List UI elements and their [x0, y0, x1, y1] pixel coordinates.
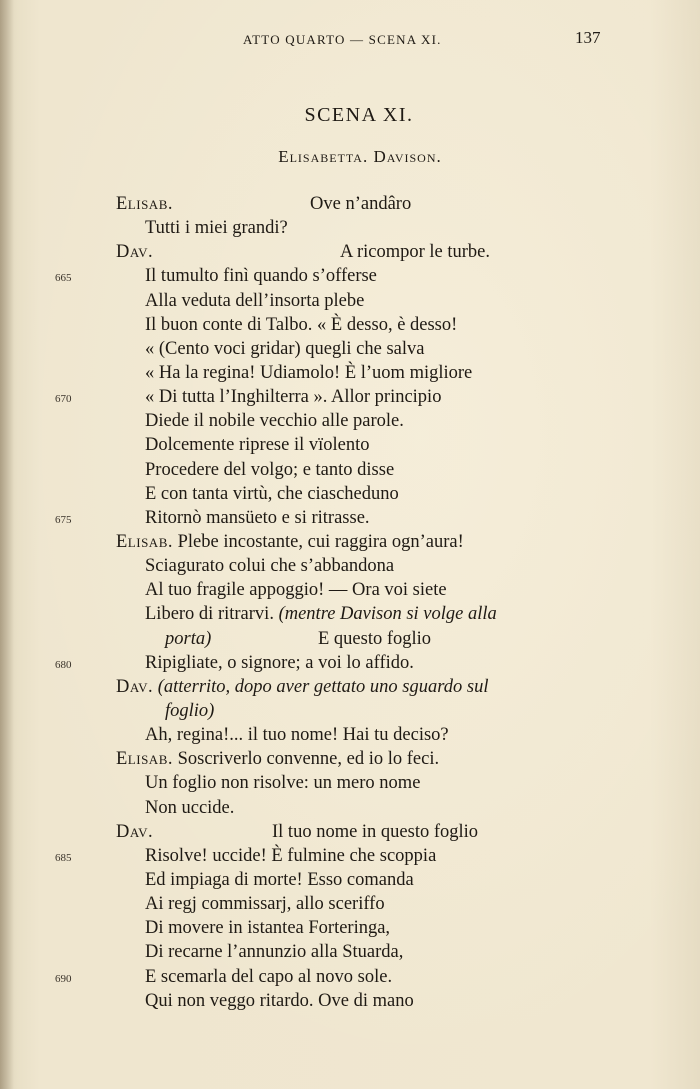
- stage-direction: porta): [165, 628, 212, 649]
- verse-line: [0, 602, 700, 626]
- verse-text: E con tanta virtù, che ciascheduno: [145, 483, 399, 504]
- page-number: 137: [575, 28, 601, 47]
- verse-text: Ripigliate, o signore; a voi lo affido.: [145, 652, 414, 673]
- verse-line: [0, 433, 700, 457]
- running-title: ATTO QUARTO — SCENA XI.: [243, 32, 442, 47]
- speaker-label: Dav.: [116, 676, 154, 697]
- scene-title: SCENA XI.: [304, 104, 414, 126]
- speaker-label: Dav.: [116, 242, 154, 263]
- verse-line: [0, 651, 700, 675]
- verse-text: Soscriverlo convenne, ed io lo feci.: [177, 749, 440, 770]
- verse-line: [0, 409, 700, 433]
- verse-line: [0, 771, 700, 795]
- verse-line: [0, 385, 700, 409]
- speaker-label: Dav.: [116, 821, 154, 842]
- verse-line: [0, 844, 700, 868]
- verse-text: Un foglio non risolve: un mero nome: [145, 773, 421, 794]
- verse-line: [0, 530, 700, 554]
- running-head: [0, 28, 700, 54]
- verse-text: Diede il nobile vecchio alle parole.: [145, 411, 404, 432]
- scene-characters: Elisabetta. Davison.: [278, 147, 442, 166]
- verse-text: Ove n’andâro: [310, 194, 412, 214]
- verse-text: Dolcemente riprese il vïolento: [145, 435, 370, 456]
- verse-text: Di movere in istantea Forteringa,: [145, 918, 391, 939]
- verse-text: Non uccide.: [145, 797, 235, 818]
- verse-text: Il tuo nome in questo foglio: [272, 821, 479, 842]
- verse-line: [0, 747, 700, 771]
- verse-text: Di recarne l’annunzio alla Stuarda,: [145, 942, 404, 963]
- verse-text: Ritornò mansüeto e si ritrasse.: [145, 507, 370, 528]
- verse-text: Libero di ritrarvi.: [145, 604, 274, 625]
- stage-direction: foglio): [165, 700, 215, 721]
- verse-line: [0, 240, 700, 264]
- speech-line: [116, 747, 439, 771]
- verse-line: [0, 264, 700, 288]
- verse-text: Sciagurato colui che s’abbandona: [145, 556, 395, 577]
- verse-line: [0, 796, 700, 820]
- verse-line: [0, 965, 700, 989]
- speech-line: [116, 675, 488, 699]
- line-number: 685: [55, 851, 72, 864]
- verse-text: Al tuo fragile appoggio! — Ora voi siete: [145, 580, 447, 601]
- verse-line: [0, 216, 700, 240]
- line-number: 665: [55, 272, 72, 285]
- verse-line: [0, 892, 700, 916]
- speaker-label: Elisab.: [116, 531, 173, 552]
- verse-line: [0, 820, 700, 844]
- verse-text: A ricompor le turbe.: [340, 242, 491, 263]
- verse-text: Procedere del volgo; e tanto disse: [145, 459, 395, 480]
- line-number: 670: [55, 393, 72, 406]
- play-text: [0, 192, 700, 1013]
- verse-line: [0, 699, 700, 723]
- verse-text: Qui non veggo ritardo. Ove di mano: [145, 990, 414, 1011]
- verse-text: Ed impiaga di morte! Esso comanda: [145, 869, 414, 890]
- verse-text: Il buon conte di Talbo. « È desso, è desso!: [145, 314, 458, 335]
- verse-text: Risolve! uccide! È fulmine che scoppia: [145, 845, 437, 866]
- verse-text: Ah, regina!... il tuo nome! Hai tu deciso?: [145, 725, 449, 746]
- verse-line: [0, 940, 700, 964]
- verse-text: « Ha la regina! Udiamolo! È l’uom migliore: [145, 362, 473, 383]
- speech-line: [145, 602, 497, 626]
- verse-text: Il tumulto finì quando s’offerse: [145, 266, 377, 287]
- line-number: 675: [55, 513, 72, 526]
- verse-line: [0, 506, 700, 530]
- verse-text: « Di tutta l’Inghilterra ». Allor principio: [145, 387, 442, 408]
- stage-direction: (atterrito, dopo aver gettato uno sguardo sul: [157, 676, 489, 697]
- verse-line: [0, 578, 700, 602]
- verse-line: [0, 458, 700, 482]
- verse-text: « (Cento voci gridar) quegli che salva: [145, 338, 425, 359]
- verse-text: Ai regj commissarj, allo sceriffo: [145, 894, 385, 915]
- line-number: 680: [55, 658, 72, 671]
- verse-text: Tutti i miei grandi?: [145, 218, 288, 239]
- verse-line: [0, 916, 700, 940]
- verse-line: [0, 337, 700, 361]
- verse-line: [0, 989, 700, 1013]
- stage-direction: (mentre Davison si volge alla: [278, 604, 497, 625]
- verse-text: E questo foglio: [318, 628, 432, 649]
- verse-line: [0, 627, 700, 651]
- verse-line: [0, 289, 700, 313]
- verse-line: [0, 868, 700, 892]
- verse-line: [0, 675, 700, 699]
- speaker-label: Elisab.: [116, 194, 173, 214]
- verse-text: Alla veduta dell’insorta plebe: [145, 290, 365, 311]
- verse-text: E scemarla del capo al novo sole.: [145, 966, 393, 987]
- verse-line: [0, 313, 700, 337]
- speech-line: [116, 530, 464, 554]
- verse-line: [0, 723, 700, 747]
- verse-line: [0, 554, 700, 578]
- verse-line: [0, 192, 700, 216]
- speaker-label: Elisab.: [116, 749, 173, 770]
- verse-line: [0, 361, 700, 385]
- verse-text: Plebe incostante, cui raggira ogn’aura!: [177, 531, 464, 552]
- verse-line: [0, 482, 700, 506]
- line-number: 690: [55, 972, 72, 985]
